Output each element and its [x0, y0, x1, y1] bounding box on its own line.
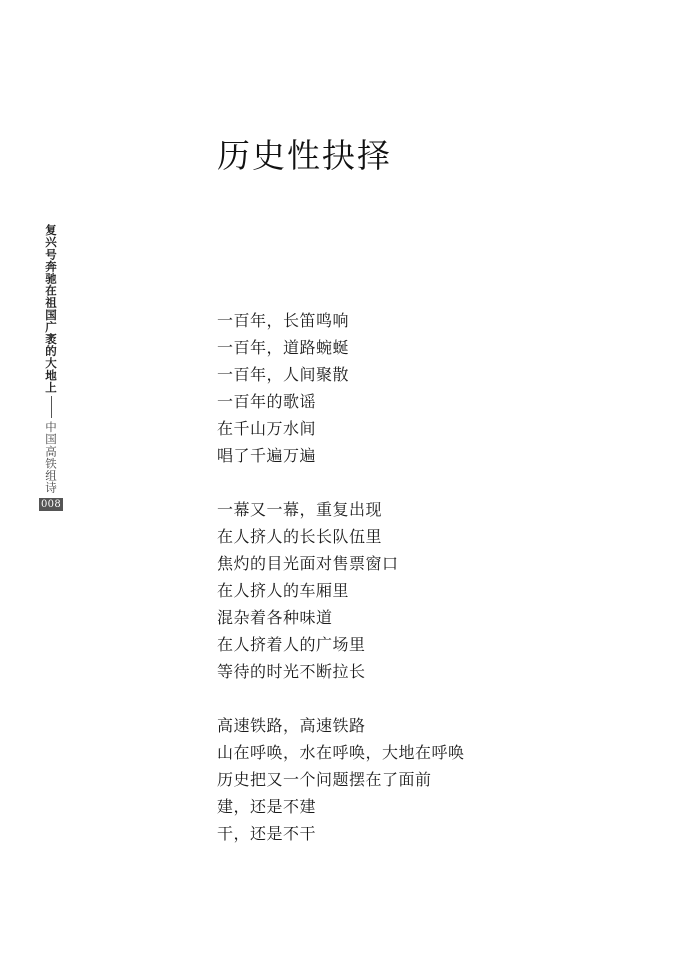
poem-line: 等待的时光不断拉长 [217, 662, 366, 681]
poem-line: 历史把又一个问题摆在了面前 [217, 770, 432, 789]
poem-line: 在千山万水间 [217, 419, 317, 438]
poem-line: 唱了千遍万遍 [217, 446, 317, 465]
poem-line: 一百年，道路蜿蜒 [217, 338, 350, 357]
poem-body [217, 307, 657, 874]
header-dash [51, 396, 52, 418]
page-number: 008 [41, 499, 61, 511]
poem-line: 焦灼的目光面对售票窗口 [217, 554, 399, 573]
poem-line: 在人挤着人的广场里 [217, 635, 366, 654]
poem-line: 混杂着各种味道 [217, 608, 333, 627]
running-header [40, 224, 62, 511]
stanza [217, 496, 657, 685]
book-title: 复兴号奔驰在祖国广袤的大地上 [44, 224, 58, 394]
poem-line: 建，还是不建 [217, 797, 317, 816]
book-subtitle: 中国高铁组诗 [44, 421, 58, 495]
poem-line: 一百年，人间聚散 [217, 365, 350, 384]
poem-line: 一百年的歌谣 [217, 392, 317, 411]
poem-line: 在人挤人的长长队伍里 [217, 527, 383, 546]
stanza [217, 712, 657, 847]
poem-line: 在人挤人的车厢里 [217, 581, 350, 600]
poem-title: 历史性抉择 [217, 136, 392, 175]
stanza [217, 307, 657, 469]
poem-line: 干，还是不干 [217, 824, 317, 843]
poem-line: 山在呼唤，水在呼唤，大地在呼唤 [217, 743, 465, 762]
poem-line: 一百年，长笛鸣响 [217, 311, 350, 330]
poem-line: 一幕又一幕，重复出现 [217, 500, 383, 519]
poem-line: 高速铁路，高速铁路 [217, 716, 366, 735]
